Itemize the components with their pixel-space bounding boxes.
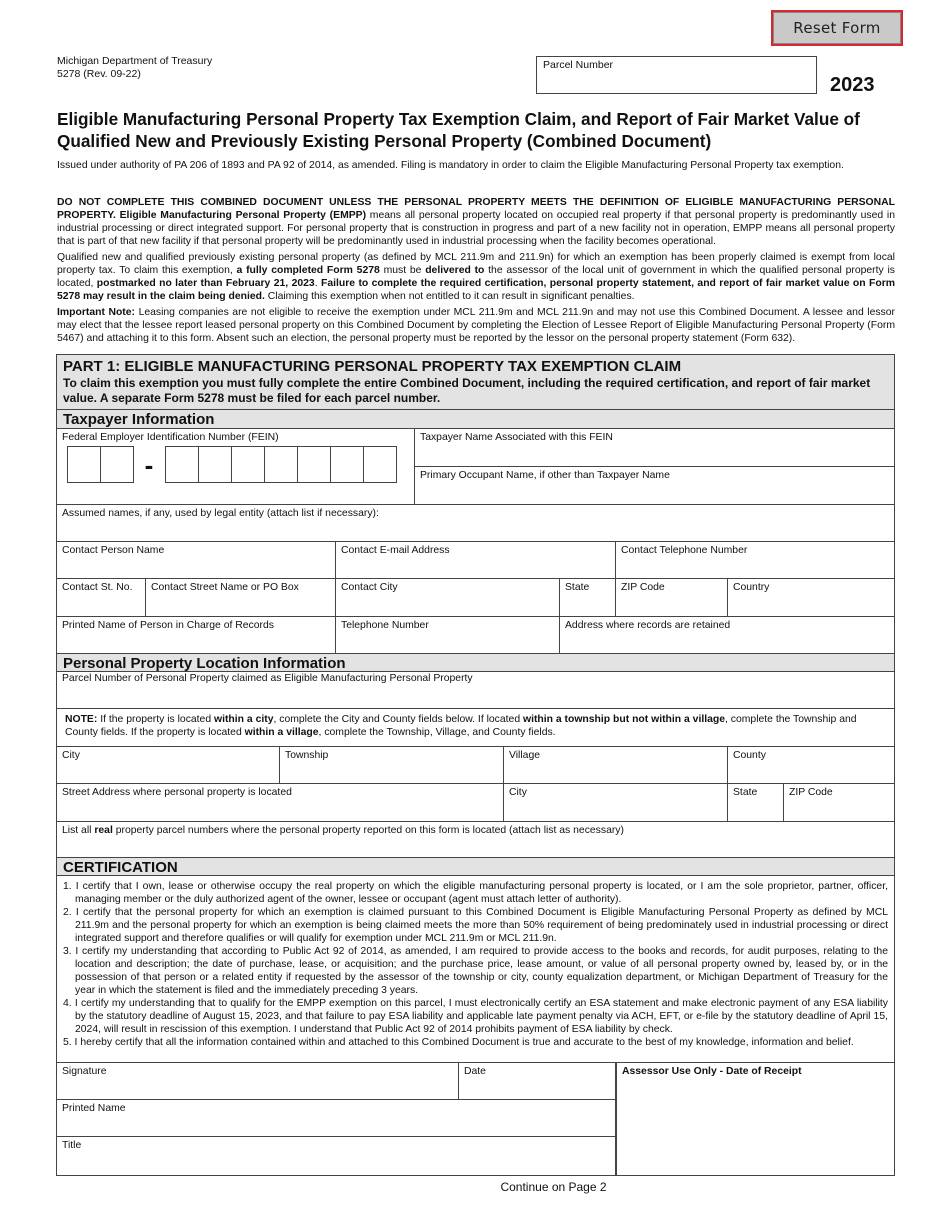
note-text: , complete the Township, Village, and County fields. <box>318 727 556 738</box>
location-state-label: State <box>733 787 758 798</box>
note-text: If the property is located <box>97 714 214 725</box>
fein-boxes <box>67 446 396 483</box>
date-label: Date <box>464 1066 486 1077</box>
location-zip-field[interactable] <box>784 784 894 822</box>
location-county-field[interactable] <box>728 747 894 784</box>
agency-block <box>57 55 212 81</box>
primary-occupant-field[interactable] <box>415 467 894 505</box>
records-address-field[interactable] <box>560 617 894 654</box>
location-village-label: Village <box>509 750 541 761</box>
signature-field[interactable] <box>57 1063 459 1100</box>
location-zip-label: ZIP Code <box>789 787 833 798</box>
certification-section-title: CERTIFICATION <box>57 857 894 876</box>
intro-p1-text: means all personal property located on occupied real property if that personal property is predominantly used in industrial processing or direct integrated support. For personal property that is construction in progress and part of a new facility not in operation, EMPP means all personal property that is part of that new facility if that personal property will be predominantly used in industrial processing when the facility becomes operational. <box>57 210 895 247</box>
contact-phone-field[interactable] <box>616 542 894 579</box>
assumed-names-field[interactable] <box>57 505 894 542</box>
location-city-label: City <box>62 750 80 761</box>
intro-p2-i: Claiming this exemption when not entitled to it can result in significant penalties. <box>264 291 635 302</box>
part1-form <box>56 354 895 1176</box>
location-parcel-label: Parcel Number of Personal Property claimed as Eligible Manufacturing Personal Property <box>62 673 473 684</box>
fein-digit-box[interactable] <box>100 446 134 483</box>
location-state-field[interactable] <box>728 784 784 822</box>
location-city-field[interactable] <box>57 747 280 784</box>
fein-digit-box[interactable] <box>264 446 298 483</box>
parcel-number-label: Parcel Number <box>543 59 614 71</box>
intro-p2-c: must be <box>379 265 426 276</box>
assessor-use-field[interactable] <box>616 1063 894 1175</box>
contact-country-field[interactable] <box>728 579 894 617</box>
contact-person-field[interactable] <box>57 542 336 579</box>
title-label: Title <box>62 1140 82 1151</box>
parcel-number-field[interactable] <box>536 56 817 94</box>
contact-street-label: Contact Street Name or PO Box <box>151 582 299 593</box>
fein-digit-box[interactable] <box>330 446 364 483</box>
fein-label: Federal Employer Identification Number (FEIN) <box>62 432 279 443</box>
part1-subtitle: To claim this exemption you must fully complete the entire Combined Document, including the required certification, and report of fair market value. A separate Form 5278 must be filed for each parcel number. <box>63 376 871 405</box>
intro-p2-b: a fully completed Form 5278 <box>236 265 380 276</box>
real-parcels-label-bold: real <box>94 825 113 836</box>
form-revision: 5278 (Rev. 09-22) <box>57 68 141 80</box>
primary-occupant-label: Primary Occupant Name, if other than Taxpayer Name <box>420 470 670 481</box>
taxpayer-name-field[interactable] <box>415 429 894 467</box>
note-text: within a city <box>214 714 274 725</box>
contact-street-field[interactable] <box>146 579 336 617</box>
certification-item: 3. I certify my understanding that according to Public Act 92 of 2014, as amended, I am required to provide access to the books and records, for audit purposes, relating to the location and description; the date of purchase, lease, or acquisition; and the purchase price, lease amount, or value of all personal property owned by, leased by, or in the possession of that person or a related entity if requested by the assessor of the township or city, county equalization department, or Michigan Department of Treasury for the year in which the statement is filed and the immediately preceding 3 years. <box>63 946 888 996</box>
intro-paragraph-1 <box>57 196 895 248</box>
location-village-field[interactable] <box>504 747 728 784</box>
fein-digit-box[interactable] <box>297 446 331 483</box>
assessor-label: Assessor Use Only - Date of Receipt <box>622 1066 802 1077</box>
location-city2-label: City <box>509 787 527 798</box>
contact-zip-field[interactable] <box>616 579 728 617</box>
certification-item: 5. I hereby certify that all the information contained within and attached to this Combined Document is true and accurate to the best of my knowledge, information and belief. <box>63 1037 854 1048</box>
continue-footer: Continue on Page 2 <box>500 1180 607 1194</box>
note-text: within a village <box>244 727 319 738</box>
fein-digit-box[interactable] <box>231 446 265 483</box>
printed-name-field[interactable] <box>57 1100 616 1137</box>
intro-paragraph-3 <box>57 306 895 345</box>
note-text: within a township but not within a village <box>522 714 726 725</box>
fein-digit-box[interactable] <box>67 446 101 483</box>
contact-email-field[interactable] <box>336 542 616 579</box>
fein-digit-box[interactable] <box>165 446 199 483</box>
contact-email-label: Contact E-mail Address <box>341 545 450 556</box>
signature-label: Signature <box>62 1066 107 1077</box>
intro-p3-bold: Important Note: <box>57 307 136 318</box>
contact-st-no-field[interactable] <box>57 579 146 617</box>
agency-name: Michigan Department of Treasury <box>57 55 213 67</box>
contact-state-field[interactable] <box>560 579 616 617</box>
part1-title: PART 1: ELIGIBLE MANUFACTURING PERSONAL PROPERTY TAX EXEMPTION CLAIM <box>63 358 682 375</box>
page-title: Eligible Manufacturing Personal Property Tax Exemption Claim, and Report of Fair Market Value of Qualified New and Previously Existing Personal Property (Combined Document) <box>57 109 860 151</box>
location-township-label: Township <box>285 750 329 761</box>
contact-zip-label: ZIP Code <box>621 582 665 593</box>
fein-dash: - <box>144 449 154 480</box>
date-field[interactable] <box>459 1063 616 1100</box>
intro-p2-a: Qualified new and qualified previously existing personal property (as defined by MCL 211.9m and 211.9n) for which an exemption has been properly claimed is exempt from local property tax. To claim this exemption, <box>57 252 895 276</box>
contact-city-label: Contact City <box>341 582 398 593</box>
contact-state-label: State <box>565 582 590 593</box>
intro-p3-text: Leasing companies are not eligible to receive the exemption under MCL 211.9m and MCL 211.9n and may not use this Combined Document. A lessee and lessor may elect that the lessee report leased personal property on this Combined Document by completing the Election of Lessee Report of Eligible Manufacturing Personal Property (Form 5467) and attaching it to this form. Absent such an election, the personal property must be reported by the lessor on the personal property statement (Form 632). <box>57 307 895 344</box>
taxpayer-section-title: Taxpayer Information <box>57 410 894 429</box>
certification-item: 4. I certify my understanding that to qualify for the EMPP exemption on this parcel, I must electronically certify an ESA statement and make electronic payment of any ESA liability by the statutory deadline of August 15, 2023, and that failure to pay ESA liability and applicable late payment penalty via ACH, EFT, or e-file by the statutory deadline of April 15, 2024, will result in rescission of this exemption. I understand that Public Act 92 of 2014 prohibits payment of ESA liability by check. <box>63 998 888 1035</box>
title-field[interactable] <box>57 1137 616 1175</box>
intro-p2-e: the assessor of the local unit of government in which the qualified personal property is located, <box>57 265 895 289</box>
taxpayer-name-label: Taxpayer Name Associated with this FEIN <box>420 432 613 443</box>
note-label: NOTE: <box>65 714 98 725</box>
real-parcels-label: List all <box>62 825 95 836</box>
location-street-field[interactable] <box>57 784 504 822</box>
fein-digit-box[interactable] <box>198 446 232 483</box>
intro-p2-g: . <box>314 278 321 289</box>
certification-list <box>57 876 894 1063</box>
form-year: 2023 <box>830 74 875 96</box>
contact-phone-label: Contact Telephone Number <box>621 545 748 556</box>
fein-field[interactable] <box>57 429 415 505</box>
certification-item: 1. I certify that I own, lease or otherwise occupy the real property on which the eligible manufacturing personal property is located, or I am the sole proprietor, partner, officer, managing member or the duly authorized agent of the owner, lessee or occupant (agent must attach letter of authority). <box>63 881 888 905</box>
records-phone-field[interactable] <box>336 617 560 654</box>
printed-name-label: Printed Name <box>62 1103 126 1114</box>
location-street-label: Street Address where personal property is located <box>62 787 292 798</box>
fein-digit-box[interactable] <box>363 446 397 483</box>
real-parcels-field[interactable] <box>57 822 894 858</box>
contact-person-label: Contact Person Name <box>62 545 165 556</box>
assumed-names-label: Assumed names, if any, used by legal entity (attach list if necessary): <box>62 508 379 519</box>
contact-city-field[interactable] <box>336 579 560 617</box>
intro-p1-bold: DO NOT COMPLETE THIS COMBINED DOCUMENT UNLESS THE PERSONAL PROPERTY MEETS THE DEFINITION OF ELIGIBLE MANUFACTURING PERSONAL PROPERTY. Eligible Manufacturing Personal Property (EMPP) <box>57 197 895 221</box>
intro-p2-f: postmarked no later than February 21, 2023 <box>96 278 315 289</box>
issued-authority: Issued under authority of PA 206 of 1893 and PA 92 of 2014, as amended. Filing is mandatory in order to claim the Eligible Manufacturing Personal Property tax exemption. <box>57 160 844 171</box>
intro-p2-d: delivered to <box>425 265 485 276</box>
location-city2-field[interactable] <box>504 784 728 822</box>
contact-country-label: Country <box>733 582 770 593</box>
location-township-field[interactable] <box>280 747 504 784</box>
location-section-title: Personal Property Location Information <box>57 653 894 672</box>
location-note <box>57 709 894 747</box>
intro-paragraph-2 <box>57 251 895 303</box>
contact-st-no-label: Contact St. No. <box>62 582 133 593</box>
note-text: , complete the City and County fields below. If located <box>273 714 523 725</box>
records-person-label: Printed Name of Person in Charge of Records <box>62 620 274 631</box>
part1-header <box>57 355 894 410</box>
certification-item: 2. I certify that the personal property for which an exemption is claimed pursuant to this Combined Document is Eligible Manufacturing Personal Property as defined by MCL 211.9m and the personal property for which an exemption is being claimed meets the more than 50% requirement of being predominately used in industrial processing or direct integrated support and therefore qualifies or will qualify for exemption under MCL 211.9m or MCL 211.9n. <box>63 907 888 944</box>
records-person-field[interactable] <box>57 617 336 654</box>
note-text: , complete the Township and County fields. If the property is located <box>65 714 857 738</box>
location-parcel-field[interactable] <box>57 672 894 709</box>
intro-p2-h: Failure to complete the required certification, personal property statement, and report of fair market value on Form 5278 may result in the claim being denied. <box>57 278 895 302</box>
records-address-label: Address where records are retained <box>565 620 731 631</box>
records-phone-label: Telephone Number <box>341 620 429 631</box>
reset-form-button[interactable]: Reset Form <box>771 10 903 46</box>
location-county-label: County <box>733 750 766 761</box>
instructions <box>57 196 895 348</box>
real-parcels-label: property parcel numbers where the personal property reported on this form is located (attach list as necessary) <box>112 825 624 836</box>
